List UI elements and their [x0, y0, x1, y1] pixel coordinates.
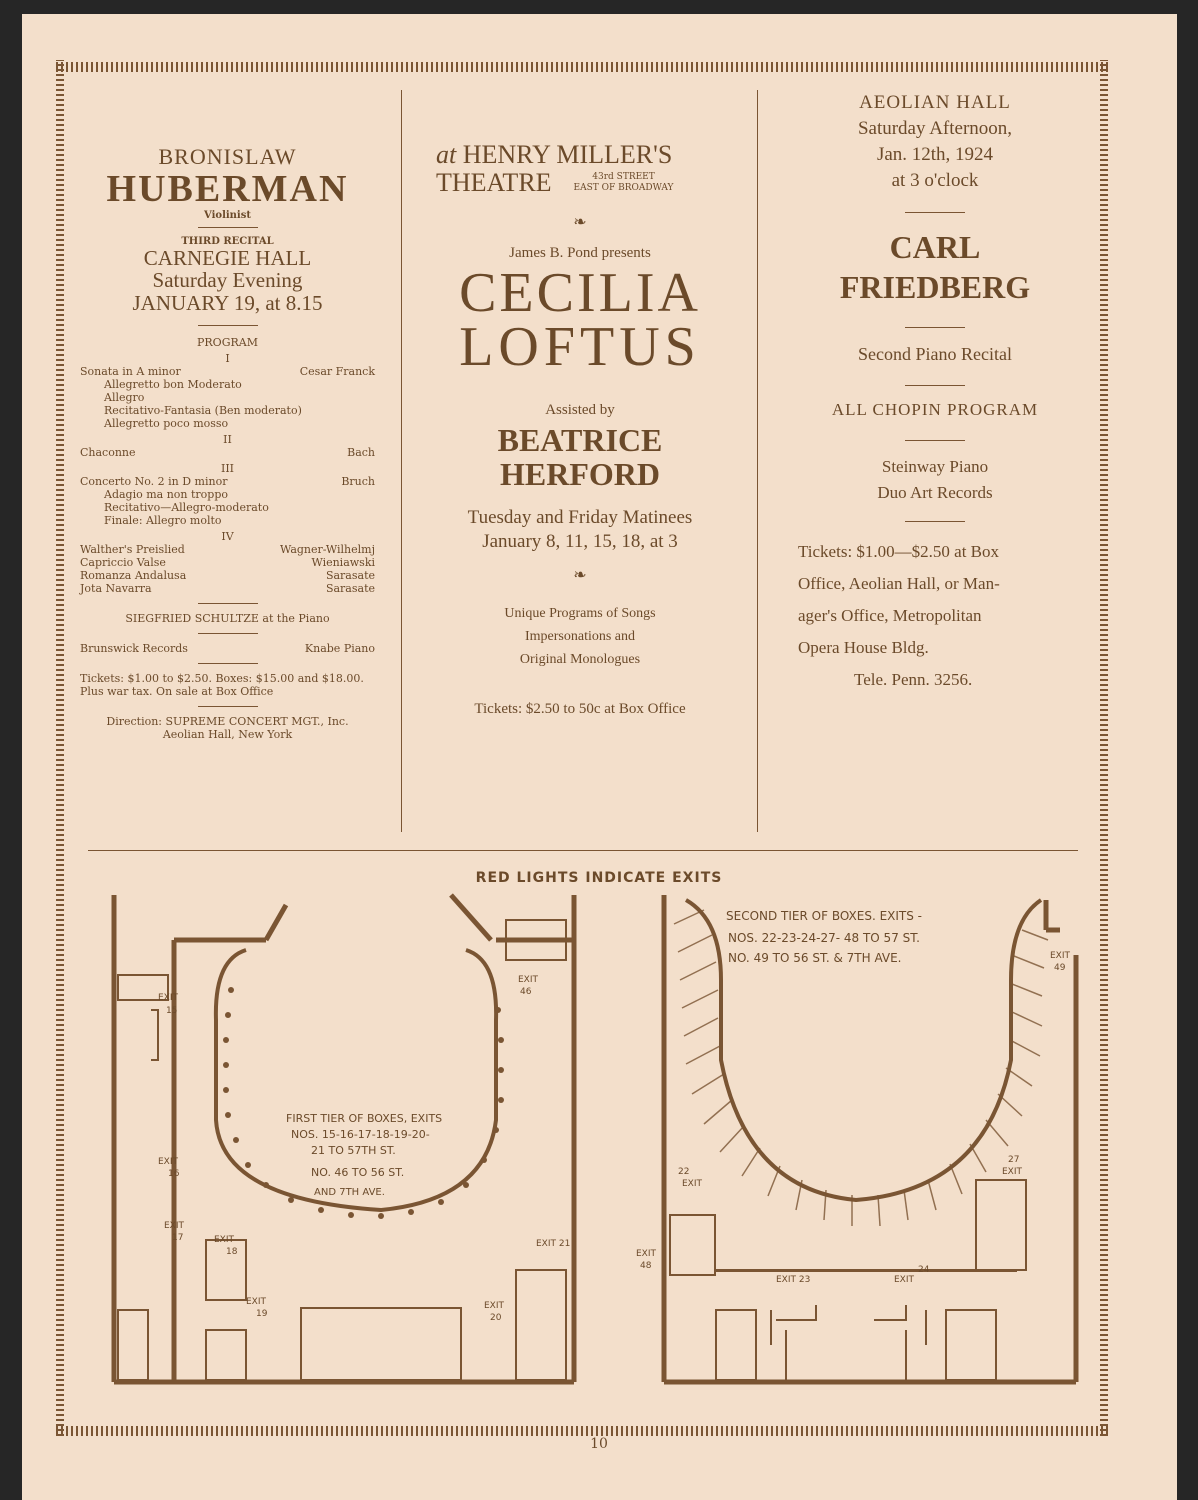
- exit-label: EXIT: [164, 1221, 185, 1231]
- exit-label: EXIT: [636, 1249, 657, 1259]
- exit-label: EXIT: [214, 1235, 235, 1245]
- movement: Allegretto bon Moderato: [104, 378, 242, 391]
- exit-number: 49: [1054, 963, 1066, 973]
- exit-number: 24: [918, 1265, 930, 1275]
- tickets-line: Tickets: $1.00—$2.50 at Box: [798, 542, 1000, 561]
- exit-number: 22: [678, 1167, 690, 1177]
- exit-number: 17: [172, 1233, 184, 1243]
- movement: Recitativo-Fantasia (Ben moderato): [104, 404, 302, 417]
- movement: Finale: Allegro molto: [104, 514, 222, 527]
- star-last-name: LOFTUS: [459, 316, 701, 378]
- column-divider: [757, 90, 758, 832]
- rule: [198, 603, 258, 604]
- huberman-ad: [80, 90, 375, 741]
- exit-number: 15: [166, 1006, 178, 1016]
- program-label: PROGRAM: [197, 336, 258, 349]
- date: JANUARY 19, at 8.15: [132, 291, 323, 315]
- street: 43rd STREET: [592, 172, 655, 182]
- section-numeral: III: [220, 462, 235, 475]
- program-item: Walther's Preislied Wagner-Wilhelmj: [80, 543, 375, 556]
- rule: [198, 706, 258, 707]
- artist-last-name: FRIEDBERG: [839, 269, 1031, 305]
- accompanist: SIEGFRIED SCHULTZE at the Piano: [125, 612, 330, 625]
- tickets-line: ager's Office, Metropolitan: [798, 606, 982, 625]
- section-numeral: I: [225, 352, 230, 365]
- venue: CARNEGIE HALL: [143, 246, 312, 270]
- exit-label: EXIT: [158, 1157, 179, 1167]
- left-border: [56, 60, 64, 1436]
- program-item: Jota Navarra Sarasate: [80, 582, 375, 595]
- program-item: Capriccio Valse Wieniawski: [80, 556, 375, 569]
- program-item: Chaconne Bach: [80, 446, 375, 459]
- exit-label: EXIT 21: [536, 1239, 571, 1249]
- program-item: Concerto No. 2 in D minor Bruch: [80, 475, 375, 488]
- right-border: [1100, 60, 1108, 1436]
- bottom-border: [56, 1426, 1108, 1436]
- at-word: at: [436, 140, 457, 169]
- exit-number: 16: [168, 1169, 180, 1179]
- plans-title: RED LIGHTS INDICATE EXITS: [475, 870, 723, 886]
- tickets-line: Opera House Bldg.: [798, 638, 929, 657]
- theatre-line: [420, 140, 740, 170]
- tickets: [780, 536, 1090, 696]
- piano: Knabe Piano: [304, 642, 375, 655]
- first-tier-plan: [96, 890, 580, 1388]
- assisted-label: Assisted by: [545, 402, 615, 418]
- page-number: 10: [590, 1436, 608, 1452]
- exit-number: 18: [226, 1247, 238, 1257]
- theatre-address: [420, 168, 740, 198]
- movement: Recitativo—Allegro-moderato: [104, 501, 269, 514]
- plan-caption: NOS. 22-23-24-27- 48 TO 57 ST.: [728, 931, 920, 945]
- plan-caption: NOS. 15-16-17-18-19-20-: [291, 1128, 430, 1141]
- top-border: [56, 62, 1108, 72]
- second-tier-plan: [636, 890, 1084, 1388]
- tickets: Tickets: $2.50 to 50c at Box Office: [474, 701, 686, 717]
- plan-caption: 21 TO 57TH ST.: [311, 1144, 396, 1157]
- exit-label: EXIT: [894, 1275, 915, 1285]
- records: Brunswick Records: [80, 642, 188, 655]
- ornament-icon: ❧: [573, 565, 587, 584]
- dates: January 8, 11, 15, 18, at 3: [482, 531, 678, 552]
- exit-label: EXIT: [246, 1297, 267, 1307]
- phone: Tele. Penn. 3256.: [854, 670, 973, 689]
- rule: [198, 633, 258, 634]
- day: Saturday Afternoon,: [857, 118, 1013, 139]
- loftus-ad: [420, 90, 740, 718]
- piano: Steinway Piano: [881, 457, 989, 476]
- rule: [198, 227, 258, 228]
- description-line: Impersonations and: [524, 629, 636, 644]
- rule: [198, 663, 258, 664]
- exit-number: 20: [490, 1313, 502, 1323]
- tickets: Tickets: $1.00 to $2.50. Boxes: $15.00 and $18.00. Plus war tax. On sale at Box Office: [80, 672, 364, 698]
- day: Saturday Evening: [152, 268, 303, 292]
- plan-caption: FIRST TIER OF BOXES, EXITS: [286, 1112, 443, 1125]
- exit-number: 19: [256, 1309, 268, 1319]
- matinees: Tuesday and Friday Matinees: [467, 507, 693, 528]
- recital: Second Piano Recital: [858, 344, 1012, 364]
- theatre-name: HENRY MILLER'S: [462, 140, 673, 169]
- rule: [198, 325, 258, 326]
- program-item: Sonata in A minor Cesar Franck: [80, 365, 375, 378]
- artist-last-name: HUBERMAN: [106, 168, 349, 210]
- records-line: [80, 642, 375, 655]
- plan-caption: NO. 46 TO 56 ST.: [311, 1166, 405, 1179]
- artist-first-name: BRONISLAW: [158, 144, 297, 169]
- guest-first-name: BEATRICE: [497, 422, 663, 458]
- theatre-word: THEATRE: [436, 168, 552, 197]
- movement: Adagio ma non troppo: [104, 488, 229, 501]
- program: ALL CHOPIN PROGRAM: [831, 400, 1039, 419]
- rule: [905, 521, 965, 522]
- venue: AEOLIAN HALL: [859, 92, 1011, 113]
- column-divider: [401, 90, 402, 832]
- rule: [905, 440, 965, 441]
- description: [420, 602, 740, 671]
- recital-label: THIRD RECITAL: [181, 236, 274, 247]
- exit-number: 46: [520, 987, 532, 997]
- exit-number: 48: [640, 1261, 652, 1271]
- description-line: Original Monologues: [519, 652, 641, 667]
- exit-label: EXIT: [1002, 1167, 1023, 1177]
- plan-caption: NO. 49 TO 56 ST. & 7TH AVE.: [728, 951, 902, 965]
- direction-address: Aeolian Hall, New York: [162, 728, 293, 741]
- exit-label: EXIT: [682, 1179, 703, 1189]
- ornament-icon: ❧: [573, 212, 587, 231]
- movement: Allegro: [104, 391, 145, 404]
- direction: Direction: SUPREME CONCERT MGT., Inc.: [106, 715, 349, 728]
- exit-label: EXIT 23: [776, 1275, 811, 1285]
- exit-label: EXIT: [518, 975, 539, 985]
- program-list: [80, 352, 375, 595]
- exit-label: EXIT: [484, 1301, 505, 1311]
- guest-last-name: HERFORD: [500, 456, 660, 492]
- rule: [905, 385, 965, 386]
- time: at 3 o'clock: [891, 170, 979, 191]
- artist-first-name: CARL: [889, 229, 981, 265]
- section-numeral: IV: [221, 530, 234, 543]
- friedberg-ad: [780, 90, 1090, 696]
- rule: [905, 327, 965, 328]
- cross-street: EAST OF BROADWAY: [573, 183, 674, 193]
- star-first-name: CECILIA: [459, 262, 701, 324]
- description-line: Unique Programs of Songs: [504, 606, 656, 621]
- movement: Allegretto poco mosso: [104, 417, 229, 430]
- presenter: James B. Pond presents: [509, 245, 651, 261]
- program-item: Romanza Andalusa Sarasate: [80, 569, 375, 582]
- records: Duo Art Records: [877, 483, 993, 502]
- plan-caption: SECOND TIER OF BOXES. EXITS -: [726, 909, 923, 923]
- section-divider: [88, 850, 1078, 851]
- exit-number: 27: [1008, 1155, 1020, 1165]
- exit-label: EXIT: [158, 993, 179, 1003]
- artist-role: Violinist: [204, 210, 251, 221]
- tickets-line: Office, Aeolian Hall, or Man-: [798, 574, 1000, 593]
- exit-label: EXIT: [1050, 951, 1071, 961]
- plan-caption: AND 7TH AVE.: [314, 1187, 385, 1198]
- rule: [905, 212, 965, 213]
- section-numeral: II: [223, 433, 232, 446]
- date: Jan. 12th, 1924: [876, 144, 994, 165]
